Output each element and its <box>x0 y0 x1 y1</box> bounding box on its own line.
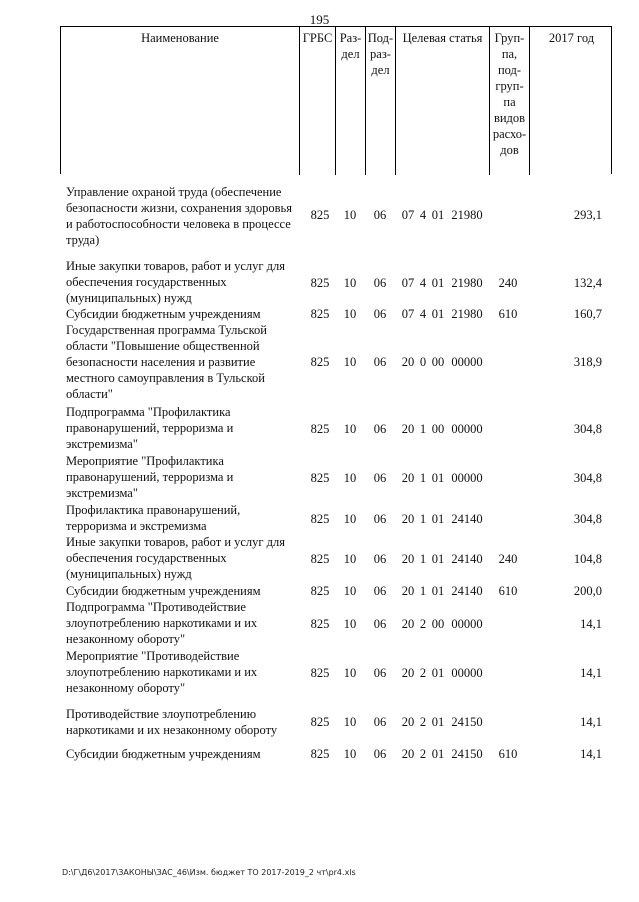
cell-cs-measure: 01 <box>431 552 445 566</box>
header-expense-group-text: Груп- па, под- груп- па видов расхо- дов <box>492 31 527 157</box>
cell-group: 240 <box>498 276 518 290</box>
cell-cs-subprogram: 1 <box>419 471 427 485</box>
cell-sum: 104,8 <box>573 552 602 566</box>
cell-cs-measure: 01 <box>431 276 445 290</box>
cell-cs-subprogram: 2 <box>419 747 427 761</box>
cell-razdel: 10 <box>343 617 357 631</box>
cell-cs-direction: 00000 <box>451 355 483 369</box>
cell-cs-direction: 00000 <box>451 617 483 631</box>
cell-cs-subprogram: 1 <box>419 512 427 526</box>
cell-cs-direction: 21980 <box>451 276 483 290</box>
cell-cs-program: 20 <box>401 715 415 729</box>
cell-sum: 14,1 <box>580 747 602 761</box>
row-name: Мероприятие "Противодействие злоупотреблению наркотиками и их незаконному обороту" <box>66 649 258 695</box>
cell-cs-program: 20 <box>401 666 415 680</box>
cell-cs-measure: 01 <box>431 208 445 222</box>
cell-cs-program: 20 <box>401 747 415 761</box>
row-name: Подпрограмма "Профилактика правонарушений, терроризма и экстремизма" <box>66 405 234 451</box>
cell-razdel: 10 <box>343 208 357 222</box>
cell-grbs: 825 <box>310 422 330 436</box>
header-target-article <box>395 27 489 175</box>
cell-sum: 304,8 <box>573 471 602 485</box>
cell-cs-program: 07 <box>401 208 415 222</box>
cell-cs-direction: 00000 <box>451 422 483 436</box>
cell-group: 610 <box>498 747 518 761</box>
row-name: Управление охраной труда (обеспечение безопасности жизни, сохранения здоровья и работоспособности человека в процессе труда) <box>66 185 292 247</box>
cell-cs-measure: 01 <box>431 307 445 321</box>
cell-grbs: 825 <box>310 307 330 321</box>
cell-razdel: 10 <box>343 422 357 436</box>
cell-cs-subprogram: 4 <box>419 307 427 321</box>
cell-razdel: 10 <box>343 355 357 369</box>
row-name: Подпрограмма "Противодействие злоупотреблению наркотиками и их незаконному обороту" <box>66 600 258 646</box>
cell-cs-subprogram: 2 <box>419 666 427 680</box>
cell-cs-direction: 21980 <box>451 208 483 222</box>
cell-cs-measure: 01 <box>431 471 445 485</box>
row-name: Государственная программа Тульской области "Повышение общественной безопасности населения и развитие местного самоуправления в Тульской области" <box>66 323 267 401</box>
cell-razdel: 10 <box>343 584 357 598</box>
cell-cs-measure: 00 <box>431 617 445 631</box>
header-razdel <box>335 27 365 175</box>
cell-grbs: 825 <box>310 276 330 290</box>
cell-grbs: 825 <box>310 512 330 526</box>
cell-cs-measure: 00 <box>431 355 445 369</box>
cell-group: 610 <box>498 307 518 321</box>
cell-cs-program: 07 <box>401 276 415 290</box>
cell-cs-direction: 24150 <box>451 715 483 729</box>
row-name: Противодействие злоупотреблению наркотиками и их незаконному обороту <box>66 707 278 737</box>
cell-razdel: 10 <box>343 715 357 729</box>
cell-podrazdel: 06 <box>373 715 387 729</box>
cell-cs-subprogram: 4 <box>419 208 427 222</box>
cell-podrazdel: 06 <box>373 471 387 485</box>
cell-razdel: 10 <box>343 747 357 761</box>
cell-sum: 160,7 <box>573 307 602 321</box>
cell-razdel: 10 <box>343 307 357 321</box>
cell-podrazdel: 06 <box>373 552 387 566</box>
row-name: Субсидии бюджетным учреждениям <box>66 307 261 321</box>
cell-sum: 14,1 <box>580 715 602 729</box>
header-podrazdel-text: Под- раз- дел <box>367 31 394 77</box>
cell-cs-direction: 00000 <box>451 471 483 485</box>
cell-cs-measure: 01 <box>431 747 445 761</box>
header-grbs <box>299 27 335 175</box>
cell-cs-subprogram: 0 <box>419 355 427 369</box>
cell-razdel: 10 <box>343 552 357 566</box>
header-grbs-text: ГРБС <box>302 31 333 45</box>
row-name: Профилактика правонарушений, терроризма и экстремизма <box>66 503 241 533</box>
cell-cs-direction: 00000 <box>451 666 483 680</box>
cell-razdel: 10 <box>343 471 357 485</box>
cell-cs-program: 20 <box>401 355 415 369</box>
cell-sum: 14,1 <box>580 617 602 631</box>
cell-podrazdel: 06 <box>373 512 387 526</box>
header-expense-group <box>489 27 529 175</box>
cell-cs-measure: 00 <box>431 422 445 436</box>
row-name: Субсидии бюджетным учреждениям <box>66 584 261 598</box>
cell-grbs: 825 <box>310 471 330 485</box>
row-name: Мероприятие "Профилактика правонарушений, терроризма и экстремизма" <box>66 454 234 500</box>
row-name: Субсидии бюджетным учреждениям <box>66 747 261 761</box>
cell-podrazdel: 06 <box>373 355 387 369</box>
cell-cs-measure: 01 <box>431 715 445 729</box>
cell-grbs: 825 <box>310 715 330 729</box>
cell-cs-program: 20 <box>401 471 415 485</box>
cell-razdel: 10 <box>343 666 357 680</box>
cell-podrazdel: 06 <box>373 276 387 290</box>
cell-grbs: 825 <box>310 666 330 680</box>
cell-cs-measure: 01 <box>431 512 445 526</box>
cell-grbs: 825 <box>310 208 330 222</box>
cell-cs-measure: 01 <box>431 666 445 680</box>
cell-grbs: 825 <box>310 747 330 761</box>
cell-cs-direction: 24140 <box>451 512 483 526</box>
cell-podrazdel: 06 <box>373 208 387 222</box>
cell-sum: 200,0 <box>573 584 602 598</box>
page-number: 195 <box>309 12 330 27</box>
footer-file-path: D:\Г\Д6\2017\ЗАКОНЫ\ЗАС_46\Изм. бюджет ТО 2017-2019_2 чт\pr4.xls <box>62 868 356 877</box>
cell-cs-program: 20 <box>401 617 415 631</box>
cell-razdel: 10 <box>343 276 357 290</box>
cell-cs-program: 20 <box>401 552 415 566</box>
cell-cs-subprogram: 2 <box>419 715 427 729</box>
cell-podrazdel: 06 <box>373 617 387 631</box>
cell-podrazdel: 06 <box>373 747 387 761</box>
cell-group: 240 <box>498 552 518 566</box>
header-name-text: Наименование <box>141 31 219 45</box>
header-target-article-text: Целевая статья <box>402 31 483 45</box>
cell-cs-subprogram: 1 <box>419 584 427 598</box>
cell-grbs: 825 <box>310 617 330 631</box>
header-name <box>61 27 299 175</box>
cell-sum: 318,9 <box>573 355 602 369</box>
cell-cs-subprogram: 1 <box>419 552 427 566</box>
cell-sum: 293,1 <box>573 208 602 222</box>
table-header <box>60 26 612 174</box>
cell-cs-direction: 24150 <box>451 747 483 761</box>
cell-podrazdel: 06 <box>373 307 387 321</box>
header-year-text: 2017 год <box>548 31 595 45</box>
cell-cs-program: 20 <box>401 512 415 526</box>
cell-cs-program: 07 <box>401 307 415 321</box>
cell-grbs: 825 <box>310 552 330 566</box>
row-name: Иные закупки товаров, работ и услуг для обеспечения государственных (муниципальных) нужд <box>66 535 286 581</box>
cell-cs-program: 20 <box>401 584 415 598</box>
cell-cs-measure: 01 <box>431 584 445 598</box>
cell-cs-direction: 24140 <box>451 552 483 566</box>
cell-sum: 304,8 <box>573 512 602 526</box>
cell-podrazdel: 06 <box>373 666 387 680</box>
cell-grbs: 825 <box>310 355 330 369</box>
cell-cs-subprogram: 1 <box>419 422 427 436</box>
cell-podrazdel: 06 <box>373 584 387 598</box>
cell-sum: 14,1 <box>580 666 602 680</box>
cell-cs-subprogram: 4 <box>419 276 427 290</box>
header-podrazdel <box>365 27 395 175</box>
cell-podrazdel: 06 <box>373 422 387 436</box>
cell-grbs: 825 <box>310 584 330 598</box>
cell-sum: 132,4 <box>573 276 602 290</box>
cell-razdel: 10 <box>343 512 357 526</box>
cell-cs-subprogram: 2 <box>419 617 427 631</box>
row-name: Иные закупки товаров, работ и услуг для обеспечения государственных (муниципальных) нужд <box>66 259 286 305</box>
header-year-2017 <box>529 27 613 175</box>
cell-group: 610 <box>498 584 518 598</box>
cell-sum: 304,8 <box>573 422 602 436</box>
header-razdel-text: Раз- дел <box>339 31 362 61</box>
cell-cs-direction: 21980 <box>451 307 483 321</box>
cell-cs-program: 20 <box>401 422 415 436</box>
cell-cs-direction: 24140 <box>451 584 483 598</box>
